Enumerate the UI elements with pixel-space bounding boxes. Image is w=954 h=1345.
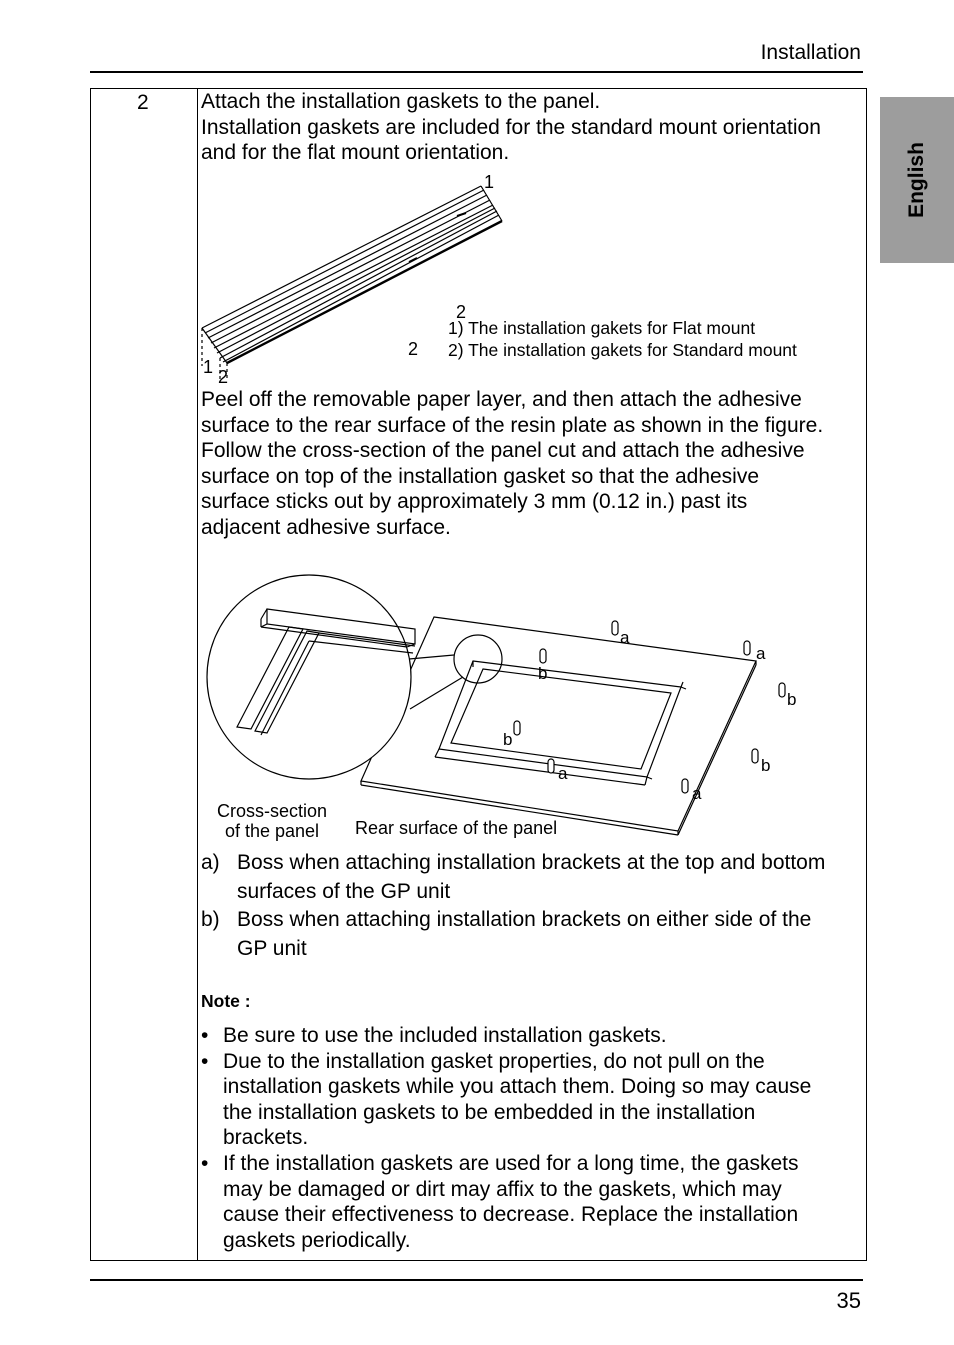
note-heading: Note : <box>201 991 251 1011</box>
note-item <box>201 1023 861 1049</box>
footer-rule <box>90 1279 863 1281</box>
note-line: Due to the installation gasket properties, do not pull on the <box>223 1049 765 1073</box>
note-line: Be sure to use the included installation gaskets. <box>223 1024 667 1047</box>
note-list <box>201 1023 861 1253</box>
page-section-title: Installation <box>760 41 861 64</box>
peel-line: Peel off the removable paper layer, and then attach the adhesive <box>201 388 802 411</box>
boss-label: a <box>620 628 630 647</box>
list-marker: b) <box>201 908 220 931</box>
boss-definition-line: GP unit <box>237 936 307 960</box>
step-number: 2 <box>137 91 149 114</box>
cross-section-caption <box>213 801 331 841</box>
note-line: brackets. <box>223 1126 309 1150</box>
boss-definition-line: Boss when attaching installation brackets at the top and bottom <box>237 851 826 874</box>
header-rule <box>90 71 863 73</box>
boss-definition-b <box>201 906 861 963</box>
intro-line: Installation gaskets are included for the standard mount orientation <box>201 115 821 139</box>
note-item <box>201 1049 861 1151</box>
boss-definition-a <box>201 849 861 906</box>
list-marker: a) <box>201 851 220 874</box>
bullet: • <box>201 1151 209 1175</box>
peel-line: Follow the cross-section of the panel cut and attach the adhesive <box>201 439 805 463</box>
boss-definition-text <box>237 849 825 906</box>
note-line: installation gaskets while you attach them. Doing so may cause <box>223 1075 812 1099</box>
note-item <box>201 1151 861 1253</box>
boss-definitions <box>201 849 861 963</box>
boss-label: b <box>761 756 771 775</box>
note-text <box>223 1023 667 1049</box>
boss-definition-line: surfaces of the GP unit <box>237 879 451 903</box>
strip-legend <box>448 317 797 361</box>
cross-section-caption-line: of the panel <box>224 821 320 841</box>
note-line: gaskets periodically. <box>223 1228 411 1252</box>
page-number: 35 <box>836 1288 861 1313</box>
boss-label: b <box>503 730 513 749</box>
step-table <box>90 88 867 1261</box>
strip-legend-item: 1) The installation gakets for Flat mount <box>448 318 756 338</box>
strip-label: 2 <box>408 339 419 359</box>
strip-label: 2 <box>218 367 229 387</box>
note-line: the installation gaskets to be embedded in the installation <box>223 1100 756 1124</box>
boss-definition-line: Boss when attaching installation brackets on either side of the <box>237 908 812 931</box>
strip-callout-pointers <box>391 204 471 264</box>
intro-paragraph <box>201 89 863 166</box>
peel-line: surface to the rear surface of the resin plate as shown in the figure. <box>201 413 824 437</box>
boss-label: b <box>538 664 548 683</box>
note-line: may be damaged or dirt may affix to the gaskets, which may <box>223 1177 782 1201</box>
peel-line: adjacent adhesive surface. <box>201 515 451 539</box>
peel-line: surface sticks out by approximately 3 mm (0.12 in.) past its <box>201 490 748 514</box>
intro-line: and for the flat mount orientation. <box>201 141 510 165</box>
note-line: cause their effectiveness to decrease. Replace the installation <box>223 1203 799 1227</box>
note-text <box>223 1151 799 1253</box>
rear-surface-caption: Rear surface of the panel <box>355 818 558 838</box>
strip-label: 2 <box>456 302 467 322</box>
boss-label: b <box>787 690 797 709</box>
language-tab <box>880 97 954 263</box>
peel-paragraph <box>201 387 863 541</box>
strip-legend-item: 2) The installation gakets for Standard mount <box>448 340 797 360</box>
note-line: If the installation gaskets are used for a long time, the gaskets <box>223 1151 799 1175</box>
cross-section-caption-line: Cross-section <box>216 801 328 821</box>
boss-label: a <box>692 784 702 803</box>
language-tab-label: English <box>905 142 928 218</box>
intro-line: Attach the installation gaskets to the panel. <box>201 90 601 113</box>
peel-line: surface on top of the installation gasket so that the adhesive <box>201 464 760 488</box>
strip-label: 1 <box>484 172 495 192</box>
bullet: • <box>201 1024 209 1047</box>
strip-label: 1 <box>203 357 214 377</box>
boss-label: a <box>558 764 568 783</box>
note-text <box>223 1049 811 1151</box>
bullet: • <box>201 1049 209 1073</box>
boss-definition-text <box>237 906 811 963</box>
boss-label: a <box>756 644 766 663</box>
